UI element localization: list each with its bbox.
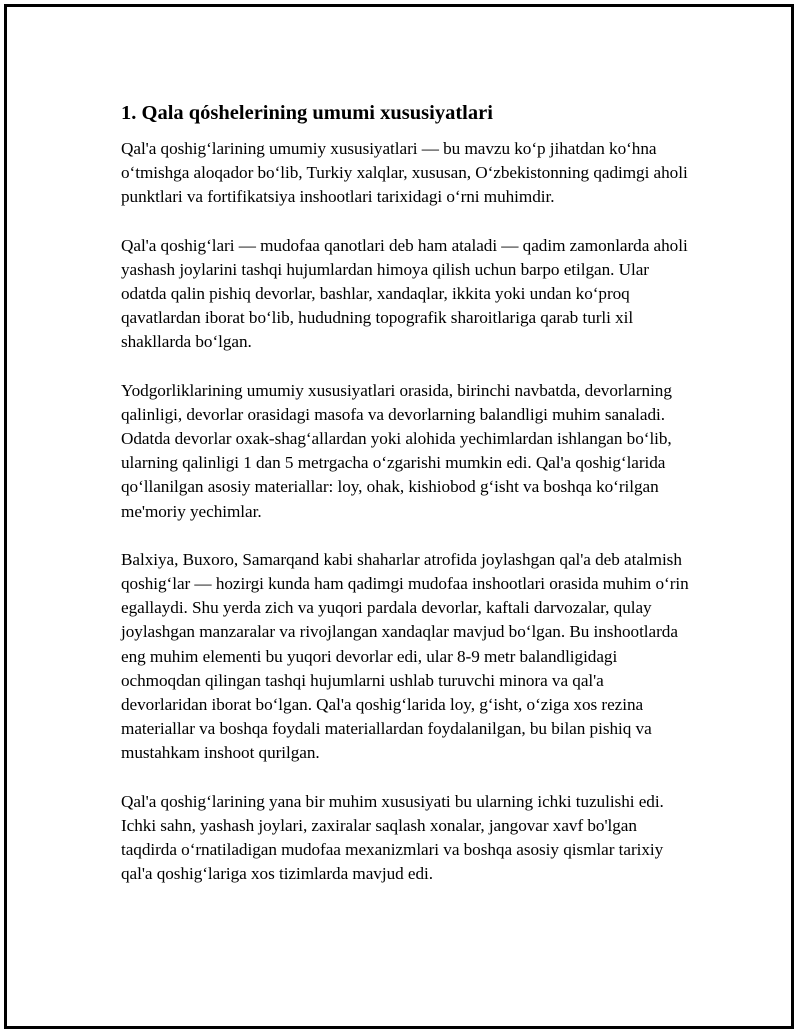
paragraph-2: Qal'a qoshig‘lari — mudofaa qanotlari deb ham ataladi — qadim zamonlarda aholi yashash joylarini tashqi hujumlardan himoya qilish uchun barpo etilgan. Ular odatda qalin pishiq devorlar, bashlar, xandaqlar, ikkita yoki undan ko‘proq qavatlardan iborat bo‘lib, hududning topografik sharoitlariga qarab turli xil shakllarda bo‘lgan. (121, 235, 688, 352)
document-body (121, 99, 691, 910)
paragraph-5: Qal'a qoshig‘larining yana bir muhim xususiyati bu ularning ichki tuzulishi edi. Ichki sahn, yashash joylari, zaxiralar saqlash xonalar, jangovar xavf bo'lgan taqdirda o‘rnatiladigan mudofaa mexanizmlari va boshqa asosiy qismlar tarixiy qal'a qoshig‘lariga xos tizimlarda mavjud edi. (121, 791, 664, 884)
paragraph-4: Balxiya, Buxoro, Samarqand kabi shaharlar atrofida joylashgan qal'a deb atalmish qoshig‘lar — hozirgi kunda ham qadimgi mudofaa inshootlari orasida muhim o‘rin egallaydi. Shu yerda zich va yuqori pardala devorlar, kaftali darvozalar, qulay joylashgan manzaralar va rivojlangan xandaqlar mavjud bo‘lgan. Bu inshootlarda eng muhim elementi bu yuqori devorlar edi, ular 8-9 metr balandligidagi ochmoqdan qilingan tashqi hujumlarni ushlab turuvchi minora va qal'a devorlaridan iborat bo‘lgan. Qal'a qoshig‘larida loy, g‘isht, o‘ziga xos rezina materiallar va boshqa foydali materiallardan foydalanilgan, bu bilan pishiq va mustahkam inshoot qurilgan. (121, 549, 689, 763)
paragraph-1: Qal'a qoshig‘larining umumiy xususiyatlari — bu mavzu ko‘p jihatdan ko‘hna o‘tmishga aloqador bo‘lib, Turkiy xalqlar, xususan, O‘zbekistonning qadimgi aholi punktlari va fortifikatsiya inshootlari tarixidagi o‘rni muhimdir. (121, 139, 688, 207)
page-frame (4, 4, 794, 1029)
section-heading: 1. Qala qóshelerining umumi xususiyatlari (121, 102, 493, 124)
paragraph-3: Yodgorliklarining umumiy xususiyatlari orasida, birinchi navbatda, devorlarning qalinligi, devorlar orasidagi masofa va devorlarning balandligi muhim sanaladi. Odatda devorlar oxak-shag‘allardan yoki alohida yechimlardan ishlangan bo‘lib, ularning qalinligi 1 dan 5 metrgacha o‘zgarishi mumkin edi. Qal'a qoshig‘larida qo‘llanilgan asosiy materiallar: loy, ohak, kishiobod g‘isht va boshqa ko‘rilgan me'moriy yechimlar. (121, 380, 672, 521)
